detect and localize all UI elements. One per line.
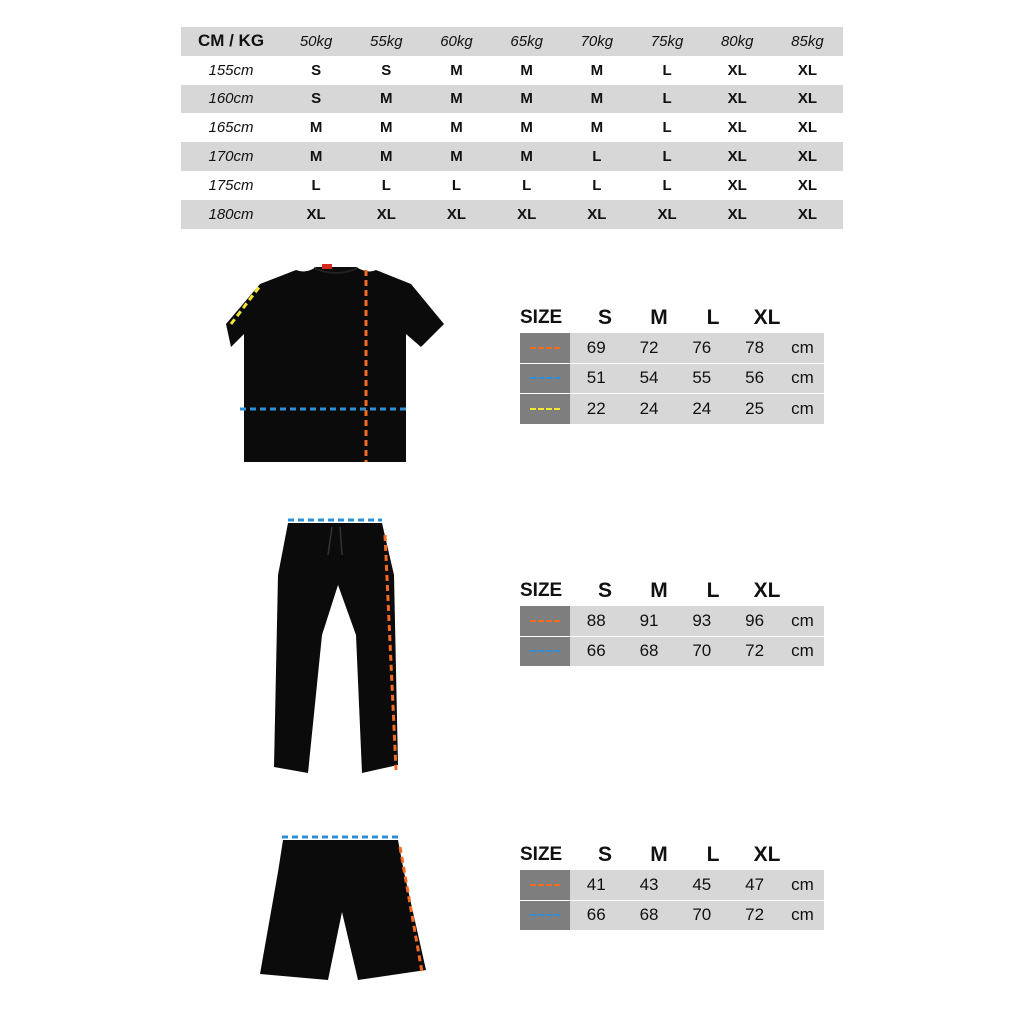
- size-cell: XL: [797, 205, 817, 223]
- weight-header: 80kg: [720, 32, 754, 50]
- size-col: L: [706, 843, 720, 866]
- size-cell: XL: [797, 119, 817, 137]
- height-label: 170cm: [208, 148, 254, 166]
- size-cell: XL: [446, 205, 467, 223]
- measurement-value: 55: [692, 368, 712, 388]
- size-col: S: [597, 843, 612, 866]
- measurement-value: 70: [692, 641, 712, 661]
- dashed-line-icon: [530, 347, 560, 349]
- size-cell: M: [590, 61, 604, 79]
- line-swatch: [520, 364, 570, 394]
- size-cell: XL: [727, 90, 747, 108]
- size-cell: XL: [727, 119, 747, 137]
- measurement-value: 96: [745, 610, 765, 630]
- matrix-row: [181, 56, 843, 85]
- size-cell: XL: [797, 148, 817, 166]
- matrix-row: [181, 171, 843, 200]
- pants-size-table: [520, 576, 824, 666]
- unit-label: cm: [791, 874, 814, 894]
- size-cell: M: [380, 148, 393, 166]
- size-cell: L: [311, 176, 321, 194]
- size-cell: XL: [727, 205, 747, 223]
- measurement-value: 91: [639, 610, 659, 630]
- unit-label: cm: [791, 337, 814, 357]
- tshirt-size-table: [520, 303, 824, 424]
- measurement-row: [520, 364, 824, 394]
- dashed-line-icon: [530, 377, 560, 379]
- measurement-value: 47: [745, 874, 765, 894]
- measurement-value: 72: [639, 337, 659, 357]
- size-col: M: [650, 306, 668, 329]
- size-cell: XL: [376, 205, 396, 223]
- unit-label: cm: [791, 398, 814, 418]
- size-cell: XL: [657, 205, 677, 223]
- size-cell: M: [590, 119, 604, 137]
- size-cell: L: [592, 176, 602, 194]
- measurement-row: [520, 394, 824, 424]
- dashed-line-icon: [530, 650, 560, 652]
- size-cell: M: [380, 119, 393, 137]
- measurement-value: 66: [586, 641, 606, 661]
- measurement-value: 56: [745, 368, 765, 388]
- size-cell: XL: [727, 61, 747, 79]
- measurement-value: 68: [639, 641, 659, 661]
- matrix-row: [181, 142, 843, 171]
- unit-label: cm: [791, 610, 814, 630]
- height-label: 155cm: [208, 61, 254, 79]
- matrix-row: [181, 113, 843, 142]
- matrix-header-row: [181, 27, 843, 56]
- size-cell: M: [450, 119, 463, 137]
- size-cell: S: [381, 61, 392, 79]
- measurement-value: 24: [639, 398, 659, 418]
- weight-header: 85kg: [791, 32, 824, 50]
- size-col: M: [650, 843, 668, 866]
- weight-header: 75kg: [650, 32, 684, 50]
- size-cell: L: [662, 61, 672, 79]
- size-cell: L: [662, 148, 672, 166]
- size-col: XL: [753, 579, 781, 602]
- measurement-value: 72: [745, 905, 765, 925]
- size-cell: L: [662, 90, 672, 108]
- size-cell: XL: [306, 205, 326, 223]
- measurement-row: [520, 901, 824, 931]
- matrix-row: [181, 200, 843, 229]
- measurement-value: 22: [586, 398, 606, 418]
- height-label: 165cm: [208, 119, 254, 137]
- line-swatch: [520, 637, 570, 667]
- unit-label: cm: [791, 368, 814, 388]
- size-cell: XL: [797, 61, 817, 79]
- measurement-value: 54: [639, 368, 659, 388]
- weight-header: 70kg: [580, 32, 614, 50]
- size-cell: L: [451, 176, 462, 194]
- size-label: SIZE: [520, 307, 563, 328]
- dashed-line-icon: [530, 914, 560, 916]
- line-swatch: [520, 606, 570, 636]
- size-cell: XL: [587, 205, 607, 223]
- size-cell: M: [450, 61, 463, 79]
- size-col: XL: [753, 306, 781, 329]
- size-col: L: [706, 579, 720, 602]
- size-cell: XL: [797, 176, 817, 194]
- size-cell: L: [662, 119, 672, 137]
- measurement-value: 41: [586, 874, 606, 894]
- size-cell: M: [450, 90, 463, 108]
- dashed-line-icon: [530, 884, 560, 886]
- size-matrix: [181, 27, 843, 229]
- size-cell: M: [309, 148, 323, 166]
- size-cell: L: [381, 176, 391, 194]
- unit-label: cm: [791, 641, 814, 661]
- size-col: XL: [753, 843, 781, 866]
- matrix-row: [181, 85, 843, 114]
- size-cell: L: [592, 148, 602, 166]
- size-cell: L: [662, 176, 672, 194]
- measurement-row: [520, 333, 824, 363]
- line-swatch: [520, 333, 570, 363]
- tshirt-table-header: [520, 303, 824, 333]
- height-label: 160cm: [208, 90, 254, 108]
- size-cell: S: [311, 90, 322, 108]
- matrix-corner-label: CM / KG: [197, 31, 265, 51]
- height-label: 175cm: [208, 176, 254, 194]
- size-cell: M: [520, 148, 533, 166]
- size-col: S: [597, 579, 612, 602]
- measurement-value: 88: [586, 610, 606, 630]
- size-cell: XL: [797, 90, 817, 108]
- size-cell: XL: [517, 205, 537, 223]
- weight-header: 65kg: [510, 32, 543, 50]
- size-cell: M: [450, 148, 463, 166]
- size-cell: XL: [727, 176, 747, 194]
- measurement-value: 66: [586, 905, 606, 925]
- size-cell: L: [522, 176, 532, 194]
- size-col: S: [597, 306, 612, 329]
- size-col: L: [706, 306, 720, 329]
- line-swatch: [520, 394, 570, 424]
- dashed-line-icon: [530, 620, 560, 622]
- size-cell: S: [311, 61, 322, 79]
- measurement-value: 78: [745, 337, 765, 357]
- measurement-value: 76: [692, 337, 712, 357]
- size-cell: M: [520, 61, 533, 79]
- size-cell: M: [309, 119, 323, 137]
- size-col: M: [650, 579, 668, 602]
- weight-header: 60kg: [440, 32, 473, 50]
- height-label: 180cm: [208, 205, 254, 223]
- tshirt-image: [226, 262, 446, 464]
- dashed-line-icon: [530, 408, 560, 410]
- shorts-table-header: [520, 840, 824, 870]
- weight-header: 50kg: [299, 32, 333, 50]
- shorts-size-table: [520, 840, 824, 930]
- measurement-value: 45: [692, 874, 712, 894]
- pants-table-header: [520, 576, 824, 606]
- size-cell: M: [380, 90, 393, 108]
- unit-label: cm: [791, 905, 814, 925]
- measurement-value: 25: [745, 398, 765, 418]
- measurement-row: [520, 870, 824, 900]
- measurement-row: [520, 606, 824, 636]
- measurement-value: 43: [639, 874, 659, 894]
- weight-header: 55kg: [370, 32, 403, 50]
- line-swatch: [520, 870, 570, 900]
- size-cell: M: [590, 90, 604, 108]
- measurement-value: 93: [692, 610, 712, 630]
- measurement-value: 51: [586, 368, 606, 388]
- line-swatch: [520, 901, 570, 931]
- size-label: SIZE: [520, 844, 563, 865]
- measurement-row: [520, 637, 824, 667]
- size-label: SIZE: [520, 580, 563, 601]
- measurement-value: 70: [692, 905, 712, 925]
- measurement-value: 68: [639, 905, 659, 925]
- shorts-image: [250, 832, 432, 990]
- measurement-value: 24: [692, 398, 712, 418]
- measurement-value: 69: [586, 337, 606, 357]
- size-cell: M: [520, 90, 533, 108]
- measurement-value: 72: [745, 641, 765, 661]
- pants-image: [270, 515, 405, 777]
- size-cell: M: [520, 119, 533, 137]
- size-cell: XL: [727, 148, 747, 166]
